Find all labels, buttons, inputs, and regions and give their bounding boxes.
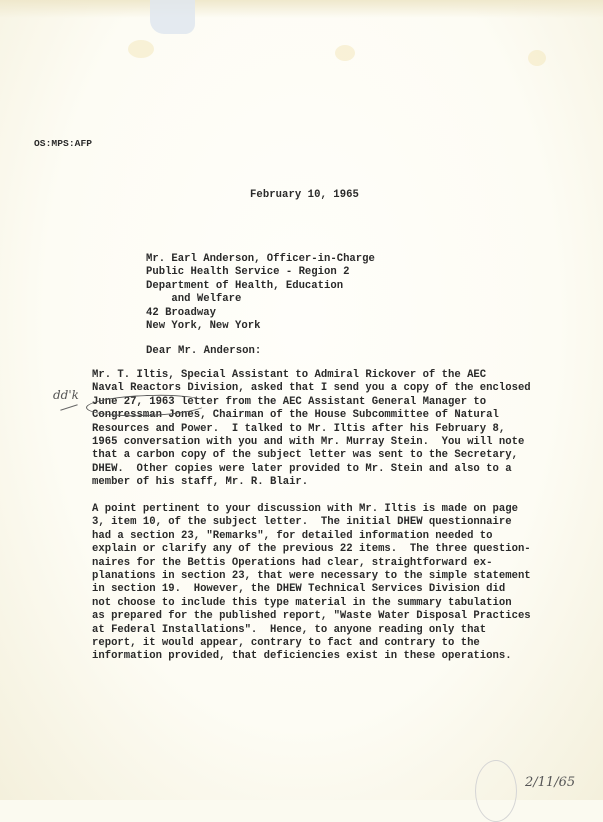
text-line: A point pertinent to your discussion with Mr. Iltis is made on page bbox=[92, 503, 518, 515]
tape-mark bbox=[150, 0, 195, 34]
text-line: Mr. T. Iltis, Special Assistant to Admiral Rickover of the AEC bbox=[92, 369, 487, 381]
handwritten-received-date: 2/11/65 bbox=[525, 775, 576, 790]
address-line: New York, New York bbox=[146, 320, 261, 333]
text-line: at Federal Installations". Hence, to anyone reading only that bbox=[92, 623, 487, 636]
text-line: Congressman Jones, Chairman of the House Subcommittee of Natural bbox=[92, 409, 499, 422]
paragraph-1 bbox=[92, 369, 572, 490]
address-line: 42 Broadway bbox=[146, 306, 216, 319]
recipient-address bbox=[146, 253, 375, 333]
paper-edge bbox=[0, 0, 603, 18]
text-line: not choose to include this type material in the summary tabulation bbox=[92, 596, 512, 609]
address-line: Mr. Earl Anderson, Officer-in-Charge bbox=[146, 253, 375, 265]
paper-stain bbox=[528, 50, 546, 66]
text-line: report, it would appear, contrary to fact and contrary to the bbox=[92, 637, 480, 650]
text-line: member of his staff, Mr. R. Blair. bbox=[92, 476, 309, 489]
reference-code: OS:MPS:AFP bbox=[34, 138, 93, 149]
handwritten-initials: dd'k bbox=[53, 388, 79, 402]
address-line: and Welfare bbox=[146, 293, 242, 306]
text-line: as prepared for the published report, "Waste Water Disposal Practices bbox=[92, 610, 531, 623]
text-line: had a section 23, "Remarks", for detailed information needed to bbox=[92, 529, 493, 542]
address-line: Department of Health, Education bbox=[146, 279, 344, 292]
text-line: planations in section 23, that were necessary to the simple statement bbox=[92, 570, 531, 583]
text-line: naires for the Bettis Operations had clear, straightforward ex- bbox=[92, 556, 493, 569]
text-line: Naval Reactors Division, asked that I send you a copy of the enclosed bbox=[92, 382, 531, 395]
text-line: in section 19. However, the DHEW Technical Services Division did bbox=[92, 583, 506, 596]
text-line: information provided, that deficiencies exist in these operations. bbox=[92, 650, 512, 663]
text-line: 1965 conversation with you and with Mr. Murray Stein. You will note bbox=[92, 436, 525, 449]
text-line: Resources and Power. I talked to Mr. Iltis after his February 8, bbox=[92, 422, 506, 435]
text-line: that a carbon copy of the subject letter was sent to the Secretary, bbox=[92, 449, 518, 462]
handwritten-stroke bbox=[60, 404, 77, 411]
paper-stain bbox=[128, 40, 154, 58]
paper-stain bbox=[335, 45, 355, 61]
address-line: Public Health Service - Region 2 bbox=[146, 266, 350, 279]
paragraph-2 bbox=[92, 503, 572, 664]
letter-date: February 10, 1965 bbox=[250, 189, 359, 201]
text-line: DHEW. Other copies were later provided to Mr. Stein and also to a bbox=[92, 462, 512, 475]
salutation: Dear Mr. Anderson: bbox=[146, 345, 262, 357]
text-line: 3, item 10, of the subject letter. The initial DHEW questionnaire bbox=[92, 516, 512, 529]
text-line: explain or clarify any of the previous 22 items. The three question- bbox=[92, 543, 531, 556]
faint-stamp-circle bbox=[475, 760, 517, 822]
text-line: June 27, 1963 letter from the AEC Assistant General Manager to bbox=[92, 395, 487, 408]
